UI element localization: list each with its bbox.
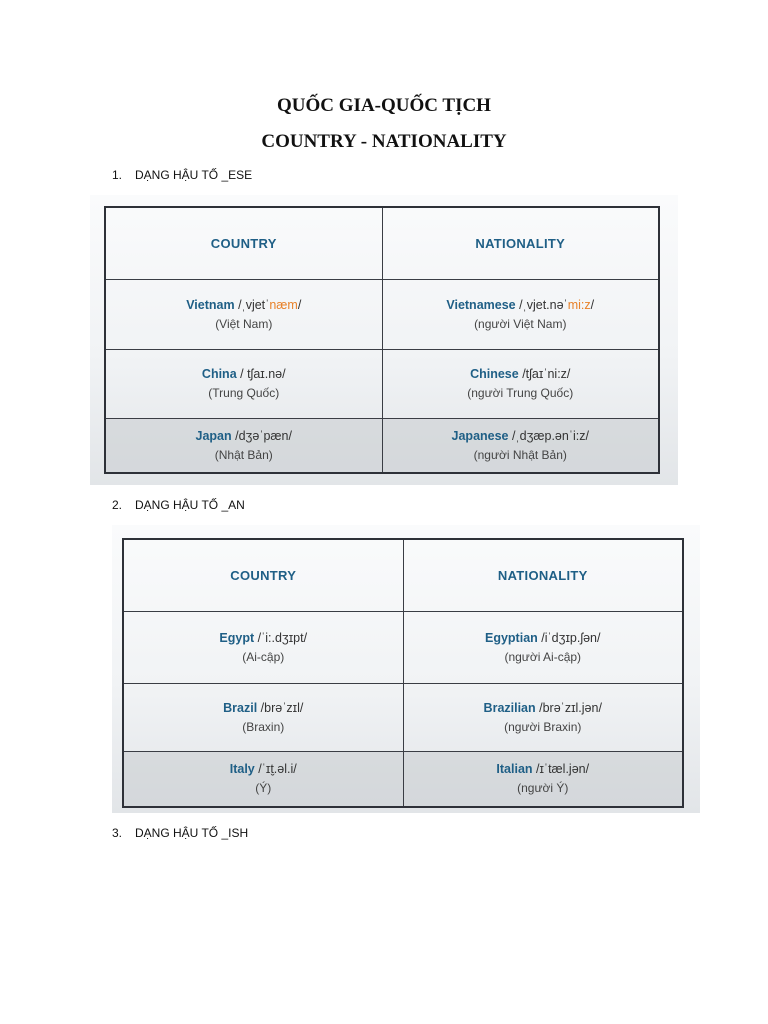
country-cell [105,349,382,418]
table-header-row [105,207,659,279]
nationality-cell [403,683,683,751]
stress-highlight: næm [269,297,298,312]
nationality-table-ese [104,206,660,474]
nationality-cell [403,611,683,683]
header-nationality: NATIONALITY [403,539,683,611]
country-ipa: /ˌvjetˈ [234,297,270,312]
country-word: Vietnam [186,297,235,312]
table-row [123,611,683,683]
section-heading-ish [112,826,248,840]
section-number: 2. [112,498,123,512]
header-country: COUNTRY [123,539,403,611]
nationality-ipa: /ˌdʒæp.ənˈi:z/ [508,428,589,443]
nationality-vietnamese: (người Ý) [517,781,569,796]
country-vietnamese: (Nhật Bản) [214,447,273,462]
nationality-ipa: /ˌvjet.nəˈ [515,297,568,312]
section-number: 3. [112,826,123,840]
header-country: COUNTRY [105,207,382,279]
page-title: QUỐC GIA-QUỐC TỊCH [277,95,491,116]
nationality-word: Egyptian [485,630,538,645]
table-row [123,751,683,807]
nationality-vietnamese: (người Nhật Bản) [473,447,567,462]
section-label: DẠNG HẬU TỐ _AN [135,498,245,512]
nationality-word: Brazilian [483,700,536,715]
nationality-word: Japanese [451,428,509,443]
section-heading-ese [112,168,252,182]
nationality-ipa: /brəˈzɪl.jən/ [535,700,602,715]
nationality-cell [382,418,659,473]
table-row [105,418,659,473]
header-nationality: NATIONALITY [382,207,659,279]
section-number: 1. [112,168,123,182]
country-vietnamese: (Ai-cập) [242,649,285,664]
country-vietnamese: (Braxin) [242,719,285,734]
nationality-word: Chinese [470,367,519,381]
country-ipa-end: / [297,297,302,312]
table-row [105,349,659,418]
page-subtitle: COUNTRY - NATIONALITY [261,131,507,152]
nationality-word: Italian [496,762,533,777]
country-ipa: /brəˈzɪl/ [257,700,304,715]
nationality-vietnamese: (người Việt Nam) [474,316,567,331]
country-word: Egypt [219,630,255,645]
country-word: Italy [229,762,255,777]
country-vietnamese: (Ý) [255,781,272,796]
nationality-word: Vietnamese [446,297,516,312]
section-heading-an [112,498,245,512]
country-vietnamese: (Việt Nam) [215,316,273,331]
nationality-vietnamese: (người Braxin) [504,719,582,734]
nationality-cell [382,279,659,349]
nationality-table-an [122,538,684,808]
nationality-cell [403,751,683,807]
nationality-ipa-end: / [590,297,595,312]
country-ipa: /dʒəˈpæn/ [231,428,292,443]
country-word: Brazil [223,700,258,715]
country-ipa: /ˈɪt̬.əl.i/ [254,762,297,777]
section-label: DẠNG HẬU TỐ _ESE [135,168,253,182]
table-header-row [123,539,683,611]
nationality-vietnamese: (người Ai-cập) [504,649,582,664]
nationality-ipa: /ɪˈtæl.jən/ [532,762,590,777]
country-ipa: /ˈi:.dʒɪpt/ [254,630,308,645]
nationality-vietnamese: (người Trung Quốc) [467,386,574,400]
country-cell [123,611,403,683]
table-row [123,683,683,751]
country-cell [105,279,382,349]
country-cell [105,418,382,473]
country-vietnamese: (Trung Quốc) [208,386,280,400]
country-word: Japan [195,428,232,443]
table-row [105,279,659,349]
country-cell [123,751,403,807]
stress-highlight: mi:z [567,297,591,312]
country-ipa: / tʃaɪ.nə/ [236,367,286,381]
section-label: DẠNG HẬU TỐ _ISH [135,826,249,840]
country-cell [123,683,403,751]
nationality-cell [382,349,659,418]
nationality-ipa: /iˈdʒɪp.ʃən/ [537,630,601,645]
country-word: China [201,367,237,381]
nationality-ipa: /tʃaɪˈni:z/ [518,367,571,381]
